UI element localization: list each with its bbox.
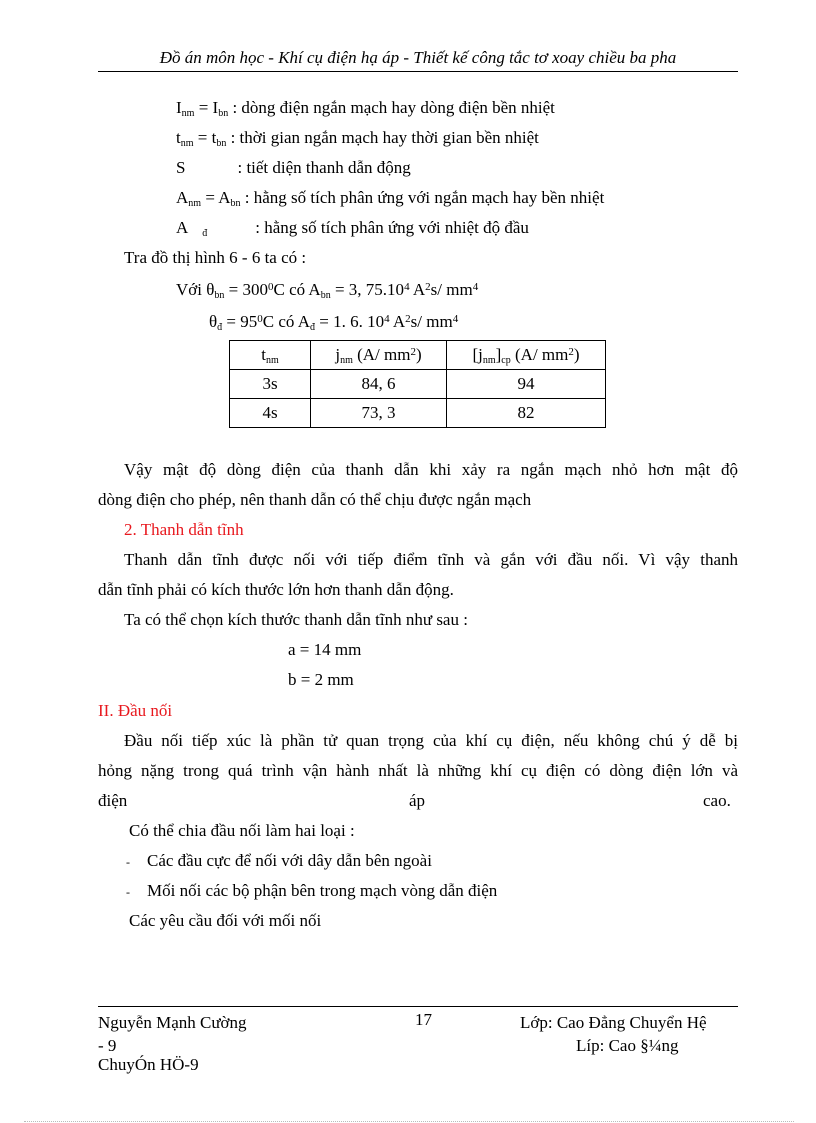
footer-class-2: Líp: Cao §¼ng: [576, 1036, 679, 1055]
dimension-b: b = 2 mm: [288, 670, 354, 689]
current-density-table: [229, 340, 606, 428]
footer-class: Lớp: Cao Đẳng Chuyển Hệ: [520, 1013, 707, 1032]
footer-author: Nguyễn Mạnh Cường: [98, 1013, 247, 1032]
list-item: - Các đầu cực để nối với dây dẫn bên ngoài: [126, 851, 432, 870]
connector-para-line-2: hỏng nặng trong quá trình vận hành nhất là những khí cụ điện có dòng điện lớn và: [98, 761, 738, 780]
bullet-dash-icon: -: [126, 855, 130, 869]
spread-word-1: điện: [98, 791, 128, 810]
definition-line-2: $t_{nm} = t_{bn}$ : thời gian ngắn mạch hay thời gian bền nhiệt: [176, 128, 539, 149]
definition-line-4: $A_{nm} = A_{bn}$ : hằng số tích phân ứng với ngắn mạch hay bền nhiệt: [176, 188, 605, 209]
table-row: [230, 370, 606, 399]
static-para-line-1: Thanh dẫn tĩnh được nối với tiếp điểm tĩnh và gắn với đầu nối. Vì vậy thanh: [124, 550, 738, 569]
formula-theta-bn: Với $\theta_{bn} = 300^0C$ có $A_{bn} = 3$, 75.10$^4$ $A^2s/$ $mm^4$: [176, 280, 479, 301]
footer-author-3: ChuyÓn HÖ-9: [98, 1055, 199, 1074]
page-header: Đồ án môn học - Khí cụ điện hạ áp - Thiết kế công tắc tơ xoay chiều ba pha: [98, 48, 738, 72]
table-header-row: [230, 341, 606, 370]
list-item: - Mối nối các bộ phận bên trong mạch vòng dẫn điện: [126, 881, 498, 900]
table-cell: 94: [447, 370, 606, 399]
page-number: 17: [415, 1010, 432, 1029]
section-connector-title: II. Đầu nối: [98, 701, 173, 720]
definition-line-1: $I_{nm} = I_{bn}$ : dòng điện ngắn mạch hay dòng điện bền nhiệt: [176, 98, 555, 119]
table-cell: 3s: [230, 370, 311, 399]
table-cell: 84, 6: [311, 370, 447, 399]
choose-dimensions-text: Ta có thể chọn kích thước thanh dẫn tĩnh như sau :: [124, 610, 468, 629]
static-para-line-2: dẫn tĩnh phải có kích thước lớn hơn thanh dẫn động.: [98, 580, 454, 599]
requirements-text: Các yêu cầu đối với mối nối: [129, 911, 322, 930]
conclusion-line-1: Vậy mật độ dòng điện của thanh dẫn khi xảy ra ngắn mạch nhỏ hơn mật độ: [124, 460, 738, 479]
table-cell: 82: [447, 399, 606, 428]
table-header-cell: $t_{nm}$: [230, 341, 311, 370]
table-header-cell: $j_{nm}$ (A/ $mm^2$): [311, 341, 447, 370]
lookup-intro: Tra đồ thị hình 6 - 6 ta có :: [124, 248, 307, 267]
table-cell: 73, 3: [311, 399, 447, 428]
conclusion-line-2: dòng điện cho phép, nên thanh dẫn có thể chịu được ngắn mạch: [98, 490, 532, 509]
section-static-conductor-title: 2. Thanh dẫn tĩnh: [124, 520, 244, 539]
footer-author-2: - 9: [98, 1036, 117, 1055]
footer-divider: [98, 1006, 738, 1007]
table-row: [230, 399, 606, 428]
bullet-dash-icon: -: [126, 885, 130, 899]
page-bottom-dotted-line: [24, 1121, 794, 1122]
formula-theta-d: $\theta_đ = 95^0C$ có $A_đ = 1$. 6. $10^4$ $A^2s/$ $mm^4$: [209, 312, 459, 333]
dimension-a: a = 14 mm: [288, 640, 362, 659]
definition-line-5: A $_đ$ : hằng số tích phân ứng với nhiệt độ đầu: [176, 218, 529, 239]
divide-text: Có thể chia đầu nối làm hai loại :: [129, 821, 355, 840]
spread-word-3: cao.: [703, 791, 731, 810]
spread-word-2: áp: [409, 791, 426, 810]
connector-para-line-1: Đầu nối tiếp xúc là phần tử quan trọng của khí cụ điện, nếu không chú ý dễ bị: [124, 731, 738, 750]
table-cell: 4s: [230, 399, 311, 428]
definition-line-3: S : tiết diện thanh dẫn động: [176, 158, 411, 177]
table-header-cell: $[j_{nm}]_{cp}$ (A/ $mm^2$): [447, 341, 606, 370]
